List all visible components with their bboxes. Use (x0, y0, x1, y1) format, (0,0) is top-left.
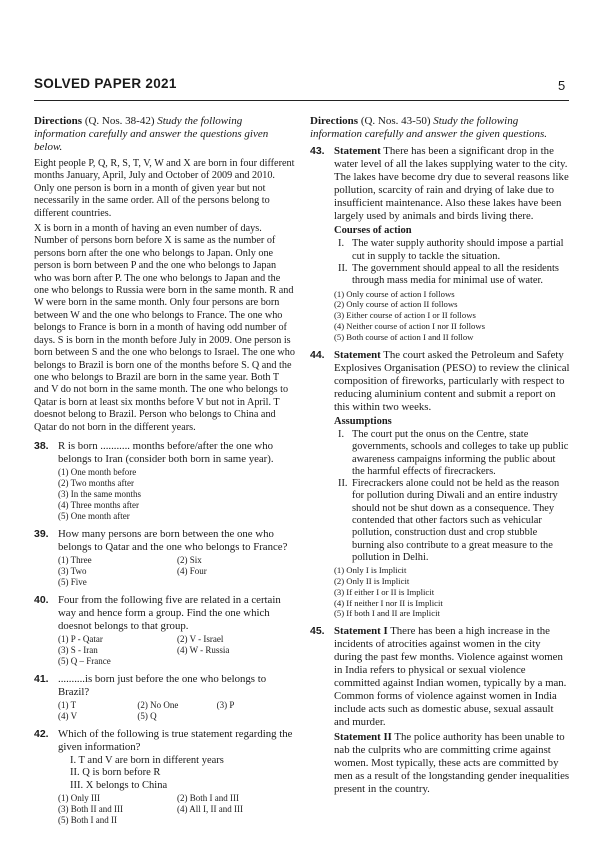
statement-label: Statement (334, 145, 381, 157)
directions-right (310, 115, 570, 141)
course-i (338, 238, 570, 263)
question-statement (334, 145, 570, 223)
question-40 (34, 594, 296, 667)
statement-text: There has been a significant drop in the water level of all the lakes supplying water to the city. The lakes have become dry due to several reasons like pollution, scarcity of rain and drying of lake due to insufficient maintenance. Also these lakes have been largely used by animals and birds living there. (334, 145, 569, 222)
question-44 (310, 349, 570, 620)
statement-text: The court asked the Petroleum and Safety Explosives Organisation (PESO) to review the clinical composition of fireworks, particularly with respect to reducing aluminium content and submit a report on this within two weeks. (334, 348, 570, 413)
option-4[interactable]: (4) Neither course of action I nor II follows (334, 320, 486, 331)
option-4[interactable]: (4) Four (177, 565, 207, 576)
statement-list (70, 755, 296, 793)
directions-left (34, 115, 296, 154)
option-4[interactable]: (4) W - Russia (177, 644, 230, 655)
right-column (310, 115, 570, 796)
option-5[interactable]: (5) Q (137, 710, 157, 721)
directions-range: (Q. Nos. 43-50) (358, 115, 434, 127)
options (58, 555, 296, 588)
question-text: R is born ........... months before/after the one who belongs to Iran (consider both born in same year). (58, 439, 274, 465)
page-number: 5 (558, 78, 566, 93)
option-5[interactable]: (5) One month after (58, 510, 130, 521)
option-5[interactable]: (5) Five (58, 576, 87, 587)
course-ii (338, 263, 570, 288)
passage-paragraph-2: X is born in a month of having an even number of days. Number of persons born before X is same as the number of persons born after the one who belongs to Japan. Only one person is born between P and the one who belongs to Japan who was born after P. The one who belongs to Japan and the one who belongs to Russia were born in the same month. R and W were born in the same month. Only four persons are born between W and the one who belongs to France. The one who belongs to France is born in a month of having odd number of days. S is born in the month before July in 2009. One person is born between S and the one who belongs to Israel. The one who belongs to Brazil is born one of the months before S. Q and the one who belongs to Brazil are born in the same year. Both T and V do not born in the same month. The one who belongs to Qatar is born at least six months before V but not in April. T doesnot belong to Brazil. Person who belongs to China and Qatar do not born in the different years. (34, 223, 295, 433)
question-39 (34, 528, 296, 588)
roman-numeral: I. (338, 238, 345, 250)
roman-numeral: II. (338, 263, 348, 274)
options (58, 467, 296, 522)
option-5[interactable]: (5) Both course of action I and II follow (334, 331, 474, 342)
assumption-ii (338, 478, 570, 564)
directions-label: Directions (310, 115, 359, 127)
option-5[interactable]: (5) Q – France (58, 655, 111, 666)
question-38 (34, 440, 296, 522)
question-statement-1 (334, 625, 570, 729)
question-number: 45. (310, 625, 325, 638)
assumption-i (338, 429, 570, 478)
option-5[interactable]: (5) Both I and II (58, 815, 117, 826)
option-2[interactable]: (2) Only II is Implicit (334, 576, 410, 587)
option-1[interactable]: (1) Three (58, 554, 92, 565)
option-1[interactable]: (1) T (58, 699, 77, 710)
option-3[interactable]: (3) Two (58, 565, 87, 576)
header-title: SOLVED PAPER 2021 (34, 76, 177, 91)
assumption-text: The court put the onus on the Centre, state governments, schools and colleges to take up public awareness campaigns informing the public about the harmful effects of firecrackers. (352, 428, 569, 477)
question-text: Which of the following is true statement regarding the given information? (58, 727, 293, 753)
option-4[interactable]: (4) V (58, 710, 78, 721)
option-3[interactable]: (3) In the same months (58, 488, 141, 499)
option-2[interactable]: (2) Both I and III (177, 793, 239, 804)
question-number: 41. (34, 672, 49, 685)
option-4[interactable]: (4) Three months after (58, 499, 140, 510)
options (58, 700, 296, 722)
option-2[interactable]: (2) Two months after (58, 477, 134, 488)
courses-heading: Courses of action (334, 225, 412, 236)
question-statement-2 (334, 731, 570, 796)
option-2[interactable]: (2) Six (177, 554, 202, 565)
option-5[interactable]: (5) If both I and II are Implicit (334, 608, 440, 619)
statement-text: The police authority has been unable to nab the culprits who are committing crime against women. Most typically, these acts are committed by men as a result of the longstanding gender inequalities present in the country. (334, 731, 570, 796)
statement-ii: II. Q is born before R (70, 767, 161, 779)
option-3[interactable]: (3) P (216, 699, 235, 710)
assumptions-heading: Assumptions (334, 415, 392, 427)
question-number: 44. (310, 348, 325, 361)
option-4[interactable]: (4) All I, II and III (177, 804, 243, 815)
option-1[interactable]: (1) Only I is Implicit (334, 565, 407, 576)
option-3[interactable]: (3) If either I or II is Implicit (334, 586, 435, 597)
question-number: 40. (34, 593, 49, 606)
options (334, 565, 570, 619)
statement-label: Statement I (334, 625, 388, 638)
option-4[interactable]: (4) If neither I nor II is Implicit (334, 597, 443, 608)
question-text: ..........is born just before the one who belongs to Brazil? (58, 672, 267, 698)
directions-instruction: Study the following information carefully and answer the given questions. (310, 115, 547, 140)
directions-instruction: Study the following information carefully and answer the questions given below. (34, 115, 269, 153)
statement-i: I. T and V are born in different years (70, 754, 224, 766)
roman-numeral: II. (338, 478, 348, 490)
passage-paragraph-1: Eight people P, Q, R, S, T, V, W and X are born in four different months January, April, July and October of 2009 and 2010. Only one person is born in a month of given year but not necessarily in the same order. All of the persons belong to different countries. (34, 158, 295, 219)
left-column (34, 115, 296, 826)
question-text: Four from the following five are related in a certain way and hence form a group. Find the one which doesnot belongs to that group. (58, 593, 281, 632)
option-3[interactable]: (3) Either course of action I or II follows (334, 310, 476, 321)
option-1[interactable]: (1) One month before (58, 466, 137, 477)
option-3[interactable]: (3) S - Iran (58, 644, 98, 655)
option-2[interactable]: (2) No One (137, 699, 179, 710)
directions-range: (Q. Nos. 38-42) (82, 115, 158, 127)
question-text: How many persons are born between the one who belongs to Qatar and the one who belongs to France? (58, 527, 288, 553)
header-divider (34, 100, 569, 101)
question-number: 42. (34, 727, 49, 740)
course-text: The water supply authority should impose a partial cut in supply to tackle the situation. (352, 238, 564, 262)
option-2[interactable]: (2) V - Israel (177, 633, 224, 644)
question-42 (34, 728, 296, 827)
options (58, 634, 296, 667)
option-1[interactable]: (1) P - Qatar (58, 633, 103, 644)
question-statement (334, 349, 570, 414)
statement-label: Statement II (334, 731, 392, 744)
directions-label: Directions (34, 115, 83, 127)
question-number: 43. (310, 145, 325, 157)
question-45 (310, 625, 570, 796)
option-3[interactable]: (3) Both II and III (58, 804, 123, 815)
question-41 (34, 673, 296, 722)
course-text: The government should appeal to all the residents through mass media for minimal use of water. (352, 263, 559, 287)
statement-iii: III. X belongs to China (70, 779, 168, 791)
options (58, 793, 296, 826)
option-1[interactable]: (1) Only III (58, 793, 100, 804)
option-1[interactable]: (1) Only course of action I follows (334, 288, 455, 299)
roman-numeral: I. (338, 428, 345, 440)
question-43 (310, 145, 570, 343)
question-number: 39. (34, 527, 49, 540)
assumption-text: Firecrackers alone could not be held as the reason for pollution during Diwali and an entire industry should not be shut down as a consequence. They contended that other factors such as vehicular pollution, construction dust and crop stubble burning also contribute to a great measure to the pollution in Delhi. (352, 478, 560, 563)
question-number: 38. (34, 439, 49, 452)
statement-label: Statement (334, 348, 381, 361)
option-2[interactable]: (2) Only course of action II follows (334, 299, 458, 310)
statement-text: There has been a high increase in the incidents of atrocities against women in the city during the past few months. Violence against women in India refers to physical or sexual violence committed against Indian women, typically by a man. Common forms of violence against women in India include acts such as domestic abuse, sexual assault and murder. (334, 625, 567, 729)
options (334, 289, 570, 343)
